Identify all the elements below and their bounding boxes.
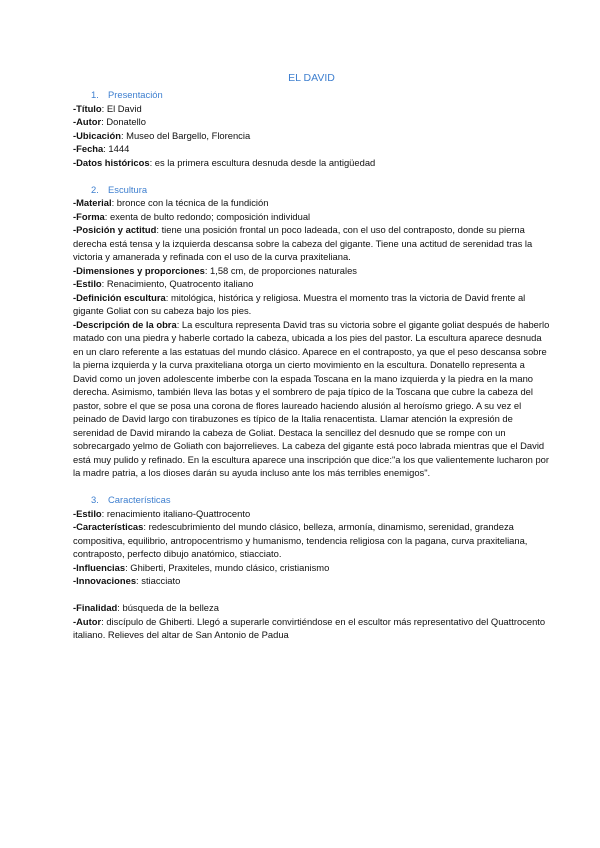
field-value: : discípulo de Ghiberti. Llegó a superarle convirtiéndose en el escultor más representativo del Quattrocento italiano. Relieves del altar de San Antonio de Padua xyxy=(73,615,546,640)
field-value: : mitológica, histórica y religiosa. Muestra el momento tras la victoria de David frente al gigante Goliat con su cabeza bajo los pies. xyxy=(73,291,526,316)
field-value: : Museo del Bargello, Florencia xyxy=(120,129,251,141)
field-label: -Finalidad xyxy=(73,602,118,613)
field-label: -Estilo xyxy=(73,507,102,519)
field-value: : Donatello xyxy=(101,116,146,127)
document-title: EL DAVID xyxy=(288,72,335,84)
section-presentacion xyxy=(73,88,550,169)
field-dimensiones xyxy=(73,264,550,278)
field-autor-detalle xyxy=(73,615,550,642)
field-label: -Posición y actitud xyxy=(73,224,157,235)
field-value: : es la primera escultura desnuda desde la antigüedad xyxy=(149,156,376,168)
spacer xyxy=(73,588,550,602)
field-label: -Descripción de la obra xyxy=(73,318,177,330)
field-value: : renacimiento italiano-Quattrocento xyxy=(101,507,251,519)
field-caracteristicas xyxy=(73,520,550,561)
field-label: -Estilo xyxy=(73,278,102,289)
field-value: : Ghiberti, Praxiteles, mundo clásico, cristianismo xyxy=(125,561,330,573)
field-value: : La escultura representa David tras su victoria sobre el gigante goliat después de haberlo matado con una piedra y haberle cortado la cabeza, ubicada a los pies del pastor. La escultura aparece desnuda en un claro referente a las estatuas del mundo clásico. Aparece en el contraposto, ya que el peso descansa sobre la pierna izquierda y la curva praxiteliana otorga un cierto movimiento en la escultura. Donatello representa a David como un joven adolescente imberbe con la espada Toscana en la mano izquierda y la piedra en la mano derecha. Asimismo, también lleva las botas y el sombrero de paja típico de la Toscana que cubre la cabeza del pastor, sobre el que se posa una corona de flores laureado haciendo alusión al heroísmo griego. A su vez el peinado de David largo con tirabuzones es típico de la Italia renacentista. Llamar atención la expresión de serenidad de David mirando la cabeza de Goliat. Destaca la sencillez del desnudo que se rompe con un sobrecargado yelmo de Goliath con bajorrelieves. La cabeza del gigante está poco labrada mientras que el David está muy pulido y refinado. En la escultura aparece una inscripción que dice:"a los que valientemente lucharon por la madre patria, a los dioses darán su ayuda incluso ante los más terribles enemigos". xyxy=(73,318,550,478)
field-label: -Material xyxy=(73,197,112,208)
field-influencias xyxy=(73,561,550,575)
field-value: : búsqueda de la belleza xyxy=(117,602,219,613)
field-value: : redescubrimiento del mundo clásico, belleza, armonía, dinamismo, serenidad, grandeza compositiva, equilibrio, antropocentrismo y humanismo, tendencia religiosa con la pagana, curva praxiteliana, contraposto, perfecto dibujo anatómico, stiacciato. xyxy=(73,521,528,559)
section-number: 1. xyxy=(91,89,99,100)
field-label: -Ubicación xyxy=(73,129,121,141)
field-forma xyxy=(73,210,550,224)
field-posicion-actitud xyxy=(73,223,550,264)
field-value: : 1,58 cm, de proporciones naturales xyxy=(204,264,357,276)
field-ubicacion xyxy=(73,129,550,143)
section-caracteristicas xyxy=(73,493,550,642)
field-label: -Influencias xyxy=(73,561,126,573)
field-estilo xyxy=(73,507,550,521)
field-autor xyxy=(73,115,550,129)
field-value: : stiacciato xyxy=(136,575,181,586)
section-title: Escultura xyxy=(108,183,148,195)
field-label: -Fecha xyxy=(73,143,104,154)
field-titulo xyxy=(73,102,550,116)
field-label: -Autor xyxy=(73,615,102,627)
section-heading xyxy=(73,88,550,102)
field-label: -Autor xyxy=(73,116,102,127)
field-value: : bronce con la técnica de la fundición xyxy=(111,197,269,208)
field-datos-historicos xyxy=(73,156,550,170)
field-label: -Innovaciones xyxy=(73,575,137,586)
field-descripcion xyxy=(73,318,550,480)
field-fecha xyxy=(73,142,550,156)
section-heading xyxy=(73,183,550,197)
field-label: -Características xyxy=(73,521,144,532)
spacer xyxy=(73,169,550,183)
section-number: 3. xyxy=(91,494,99,505)
field-material xyxy=(73,196,550,210)
field-value: : exenta de bulto redondo; composición individual xyxy=(104,210,311,222)
field-definicion xyxy=(73,291,550,318)
spacer xyxy=(73,480,550,494)
field-label: -Título xyxy=(73,102,102,114)
field-label: -Dimensiones y proporciones xyxy=(73,264,205,276)
field-finalidad xyxy=(73,601,550,615)
section-title: Presentación xyxy=(108,89,163,100)
field-innovaciones xyxy=(73,574,550,588)
field-label: -Definición escultura xyxy=(73,291,166,303)
field-value: : tiene una posición frontal un poco ladeada, con el uso del contraposto, donde su pierna derecha está tensa y la izquierda descansa sobre la cabeza del gigante. Tiene una actitud de serenidad tras la victoria y amanerada y refinada con el uso de la curva praxiteliana. xyxy=(73,224,533,262)
section-number: 2. xyxy=(91,183,99,195)
field-estilo xyxy=(73,277,550,291)
section-escultura xyxy=(73,183,550,480)
field-value: : 1444 xyxy=(103,143,130,154)
field-value: : Renacimiento, Quatrocento italiano xyxy=(101,278,254,289)
section-heading xyxy=(73,493,550,507)
field-label: -Datos históricos xyxy=(73,156,150,168)
field-label: -Forma xyxy=(73,210,105,222)
section-title: Características xyxy=(108,494,171,505)
field-value: : El David xyxy=(101,102,142,114)
